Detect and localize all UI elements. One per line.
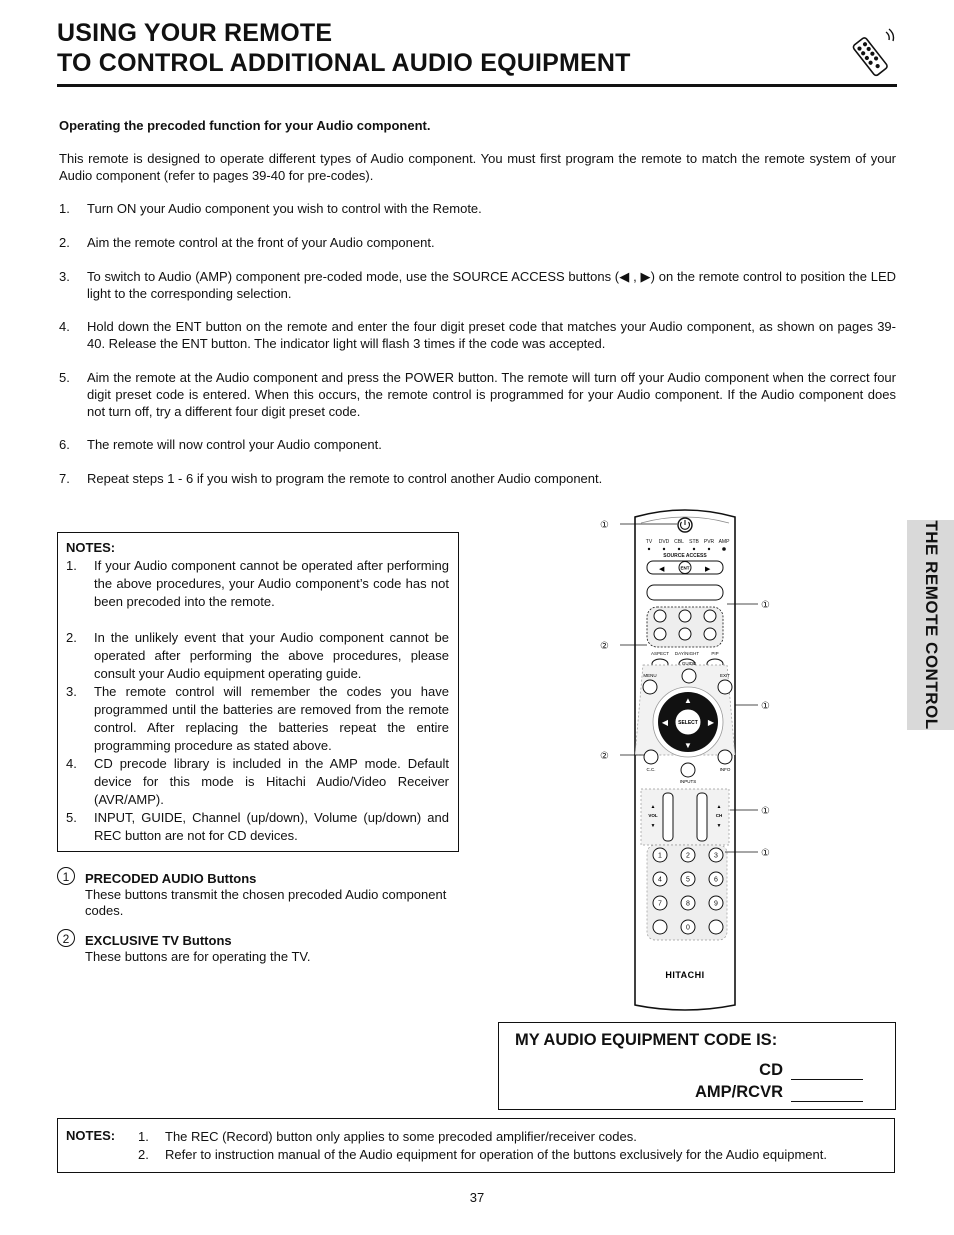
volume-rocker <box>663 793 673 841</box>
bottom-note-text: Refer to instruction manual of the Audio equipment for operation of the buttons exclusively for the Audio equipment. <box>165 1147 827 1162</box>
brand-logo: HITACHI <box>665 970 705 980</box>
step-number: 2. <box>59 235 70 250</box>
key-last <box>709 920 723 934</box>
source-label-cbl: CBL <box>674 539 684 545</box>
note-text: INPUT, GUIDE, Channel (up/down), Volume (up/down) and REC button are not for CD devices. <box>94 810 449 843</box>
guide-button <box>682 669 696 683</box>
inputs-label: INPUTS <box>679 779 697 784</box>
callout-marker: 1 <box>57 867 75 885</box>
step-number: 4. <box>59 319 70 334</box>
step-text: To switch to Audio (AMP) component pre-coded mode, use the SOURCE ACCESS buttons (◀ , ▶) on the remote control to position the LED light to the corresponding selection. <box>87 269 896 301</box>
step-number: 5. <box>59 370 70 385</box>
key-label-1: 1 <box>658 852 662 860</box>
rewind-button <box>654 610 666 622</box>
info-button <box>718 750 732 764</box>
menu-button <box>643 680 657 694</box>
key-label-9: 9 <box>714 900 718 908</box>
source-access-label: SOURCE ACCESS <box>663 553 707 559</box>
record-button <box>654 628 666 640</box>
cc-label: C.C. <box>646 767 656 772</box>
note-text: If your Audio component cannot be operated after performing the above procedures, your Audio component’s code has not been precoded into the remote. <box>94 558 449 609</box>
side-tab-label: THE REMOTE CONTROL <box>921 520 941 730</box>
pip-label: PIP <box>711 651 719 656</box>
remote-control-icon <box>846 26 898 78</box>
day-night-label: DAY/NIGHT <box>674 651 700 656</box>
notes-heading: NOTES: <box>66 540 116 555</box>
vol-up-icon: ▲ <box>650 804 656 810</box>
callout-1: ① <box>600 520 609 531</box>
aspect-label: ASPECT <box>650 651 670 656</box>
note-number: 4. <box>66 756 77 771</box>
key-label-3: 3 <box>714 852 718 860</box>
note-number: 5. <box>66 810 77 825</box>
dpad-left-icon: ◀ <box>661 718 669 727</box>
note-number: 3. <box>66 684 77 699</box>
source-label-pvr: PVR <box>703 539 715 545</box>
intro-heading: Operating the precoded function for your Audio component. <box>59 118 431 133</box>
step-text: Aim the remote at the Audio component and press the POWER button. The remote will turn off your Audio component when the correct four digit preset code is entered. When this occurs, the remote control is programmed for your Audio component. If the Audio component does not turn off, try a different four digit preset code. <box>87 370 896 419</box>
fast-forward-button <box>704 610 716 622</box>
dpad-down-icon: ▼ <box>684 741 692 750</box>
key-label-6: 6 <box>714 876 718 884</box>
cc-button <box>644 750 658 764</box>
note-text: The remote control will remember the codes you have programmed until the batteries are removed from the remote control. After replacing the batteries repeat the entire programming procedure as stated above. <box>94 684 449 753</box>
step-text: Repeat steps 1 - 6 if you wish to program the remote to control another Audio component. <box>87 471 603 486</box>
legend-title: EXCLUSIVE TV Buttons <box>85 933 232 948</box>
step-text: Hold down the ENT button on the remote and enter the four digit preset code that matches your Audio component, as shown on pages 39-40. Release the ENT button. The indicator light will flash 3 times if the code was accepted. <box>87 319 896 351</box>
remote-illustration <box>585 505 785 1015</box>
source-label-amp: AMP <box>718 539 730 545</box>
legend-description: These buttons transmit the chosen precoded Audio component codes. <box>85 887 447 918</box>
callout-marker: 2 <box>57 929 75 947</box>
ch-label: CH <box>715 813 723 818</box>
step-number: 6. <box>59 437 70 452</box>
callout-3: ② <box>600 641 609 652</box>
ch-down-icon: ▼ <box>716 823 722 829</box>
callout-7: ① <box>761 848 770 859</box>
select-label: SELECT <box>678 720 698 726</box>
play-button <box>679 610 691 622</box>
note-text: In the unlikely event that your Audio component cannot be operated after performing the above procedures, please consult your Audio equipment operating guide. <box>94 630 449 681</box>
intro-paragraph: This remote is designed to operate different types of Audio component. You must first program the remote to match the remote system of your Audio component (refer to pages 39-40 for pre-codes). <box>59 151 896 183</box>
exit-label: EXIT <box>719 673 731 678</box>
bottom-notes-heading: NOTES: <box>66 1128 116 1143</box>
callout-5: ② <box>600 751 609 762</box>
notes-box <box>57 532 459 852</box>
title-divider <box>57 84 897 87</box>
title-line-1: USING YOUR REMOTE <box>57 19 333 47</box>
guide-label: GUIDE <box>681 661 697 666</box>
title-line-2: TO CONTROL ADDITIONAL AUDIO EQUIPMENT <box>57 49 631 77</box>
stop-button <box>679 628 691 640</box>
dpad-up-icon: ▲ <box>684 696 692 705</box>
bottom-note-text: The REC (Record) button only applies to some precoded amplifier/receiver codes. <box>165 1129 637 1144</box>
ent-label: ENT <box>680 565 690 571</box>
section-side-tab <box>907 520 954 730</box>
bottom-notes-box <box>57 1118 895 1173</box>
key-label-0: 0 <box>686 924 690 932</box>
callout-2: ① <box>761 600 770 611</box>
note-number: 1. <box>66 558 77 573</box>
source-label-dvd: DVD <box>658 539 670 545</box>
inputs-button <box>681 763 695 777</box>
callout-4: ① <box>761 701 770 712</box>
step-text: The remote will now control your Audio component. <box>87 437 382 452</box>
source-label-tv: TV <box>645 539 653 545</box>
key-label-2: 2 <box>686 852 690 860</box>
amp-code-row <box>695 1083 863 1102</box>
ch-up-icon: ▲ <box>716 804 722 810</box>
key-label-7: 7 <box>658 900 662 908</box>
key-label-4: 4 <box>658 876 662 884</box>
equipment-code-box <box>498 1022 896 1110</box>
info-label: INFO <box>719 767 731 772</box>
menu-label: MENU <box>643 673 657 678</box>
amp-code-blank <box>791 1087 863 1102</box>
key-dash <box>653 920 667 934</box>
bottom-note-number: 1. <box>138 1129 149 1144</box>
step-number: 3. <box>59 269 70 284</box>
vol-label: VOL <box>648 813 658 818</box>
key-label-8: 8 <box>686 900 690 908</box>
transport-row-top <box>647 585 723 600</box>
pause-button <box>704 628 716 640</box>
cd-label: CD <box>759 1061 783 1079</box>
step-number: 7. <box>59 471 70 486</box>
code-box-title: MY AUDIO EQUIPMENT CODE IS: <box>515 1031 778 1049</box>
arrow-left-icon: ◀ <box>659 566 665 573</box>
key-label-5: 5 <box>686 876 690 884</box>
exit-button <box>718 680 732 694</box>
dpad-right-icon: ▶ <box>707 718 715 727</box>
cd-code-row <box>759 1061 863 1080</box>
legend-description: These buttons are for operating the TV. <box>85 949 311 964</box>
page-title <box>57 18 631 78</box>
vol-down-icon: ▼ <box>650 823 656 829</box>
source-label-stb: STB <box>689 539 699 545</box>
legend-title: PRECODED AUDIO Buttons <box>85 871 257 886</box>
arrow-right-icon: ▶ <box>705 566 711 573</box>
step-number: 1. <box>59 201 70 216</box>
channel-rocker <box>697 793 707 841</box>
step-text: Aim the remote control at the front of your Audio component. <box>87 235 435 250</box>
cd-code-blank <box>791 1065 863 1080</box>
callout-6: ① <box>761 806 770 817</box>
step-text: Turn ON your Audio component you wish to control with the Remote. <box>87 201 482 216</box>
page-number: 37 <box>469 1190 485 1205</box>
bottom-note-number: 2. <box>138 1147 149 1162</box>
amp-rcvr-label: AMP/RCVR <box>694 1083 783 1101</box>
note-number: 2. <box>66 630 77 645</box>
note-text: CD precode library is included in the AMP mode. Default device for this mode is Hitachi Audio/Video Receiver (AVR/AMP). <box>94 756 449 807</box>
